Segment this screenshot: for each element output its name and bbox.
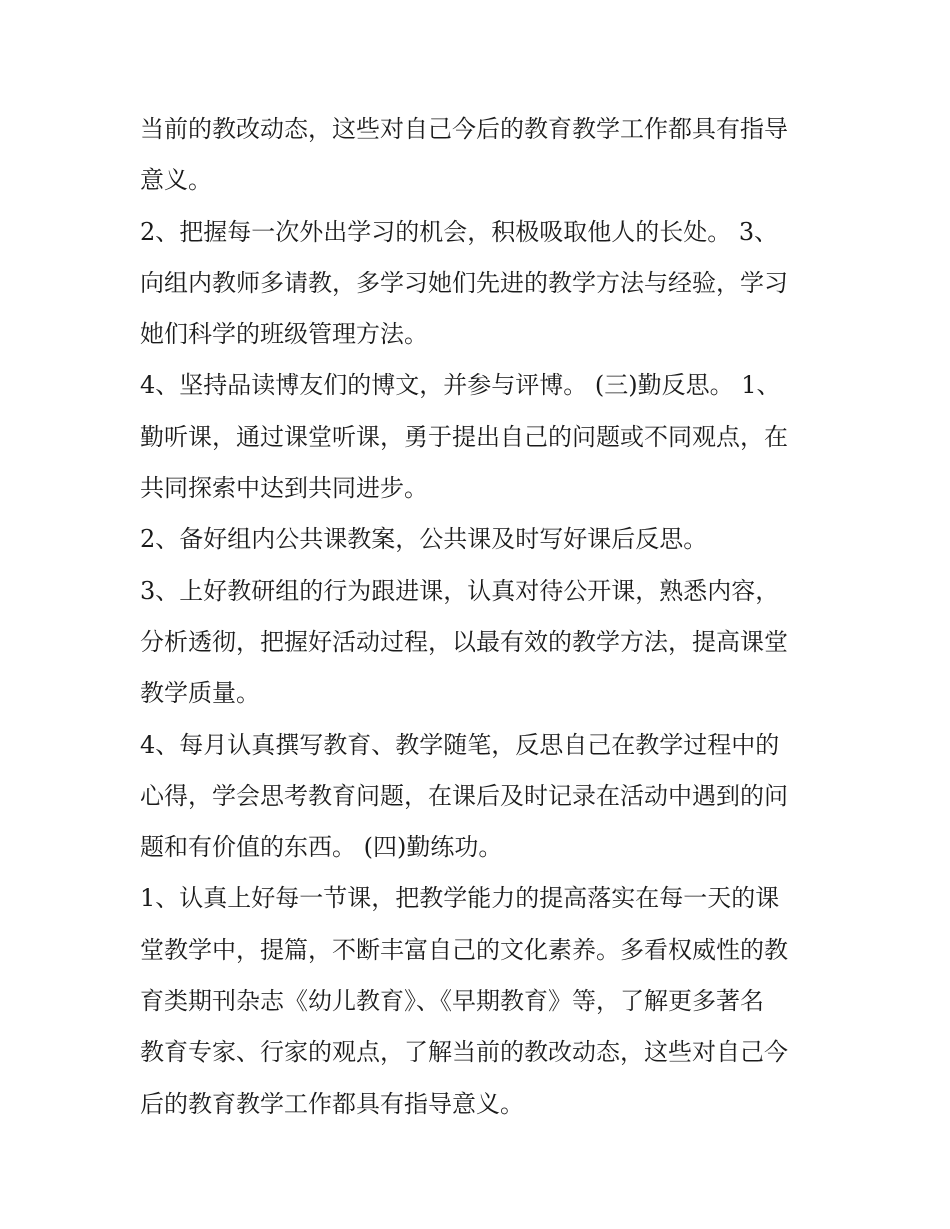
text-line: 向组内教师多请教，多学习她们先进的教学方法与经验，学习 — [140, 268, 788, 297]
text-line: 共同探索中达到共同进步。 — [140, 474, 428, 503]
text-line: 她们科学的班级管理方法。 — [140, 320, 428, 349]
text-line: 4、每月认真撰写教育、教学随笔，反思自己在教学过程中的 — [140, 730, 780, 759]
text-line: 4、坚持品读博友们的博文，并参与评博。 (三)勤反思。 1、 — [140, 371, 781, 400]
text-line: 当前的教改动态，这些对自己今后的教育教学工作都具有指导 — [140, 115, 788, 143]
text-line: 教学质量。 — [140, 679, 260, 708]
text-line: 堂教学中，提篇，不断丰富自己的文化素养。多看权威性的教 — [140, 935, 788, 964]
text-line: 教育专家、行家的观点，了解当前的教改动态，这些对自己今 — [140, 1038, 788, 1067]
text-line: 题和有价值的东西。 (四)勤练功。 — [140, 833, 503, 862]
text-line: 1、认真上好每一节课，把教学能力的提高落实在每一天的课 — [140, 884, 780, 913]
text-line: 意义。 — [140, 166, 212, 195]
text-line: 2、把握每一次外出学习的机会，积极吸取他人的长处。 3、 — [140, 217, 779, 246]
text-line: 3、上好教研组的行为跟进课，认真对待公开课，熟悉内容， — [140, 576, 780, 605]
text-line: 勤听课，通过课堂听课，勇于提出自己的问题或不同观点，在 — [140, 422, 788, 451]
text-line: 心得，学会思考教育问题，在课后及时记录在活动中遇到的问 — [140, 781, 788, 810]
text-line: 后的教育教学工作都具有指导意义。 — [140, 1089, 524, 1118]
text-line: 分析透彻，把握好活动过程，以最有效的教学方法，提高课堂 — [140, 627, 788, 656]
text-line: 2、备好组内公共课教案，公共课及时写好课后反思。 — [140, 525, 708, 554]
document-body — [140, 104, 830, 1130]
text-line: 育类期刊杂志《幼儿教育》、《早期教育》等，了解更多著名 — [140, 987, 764, 1016]
